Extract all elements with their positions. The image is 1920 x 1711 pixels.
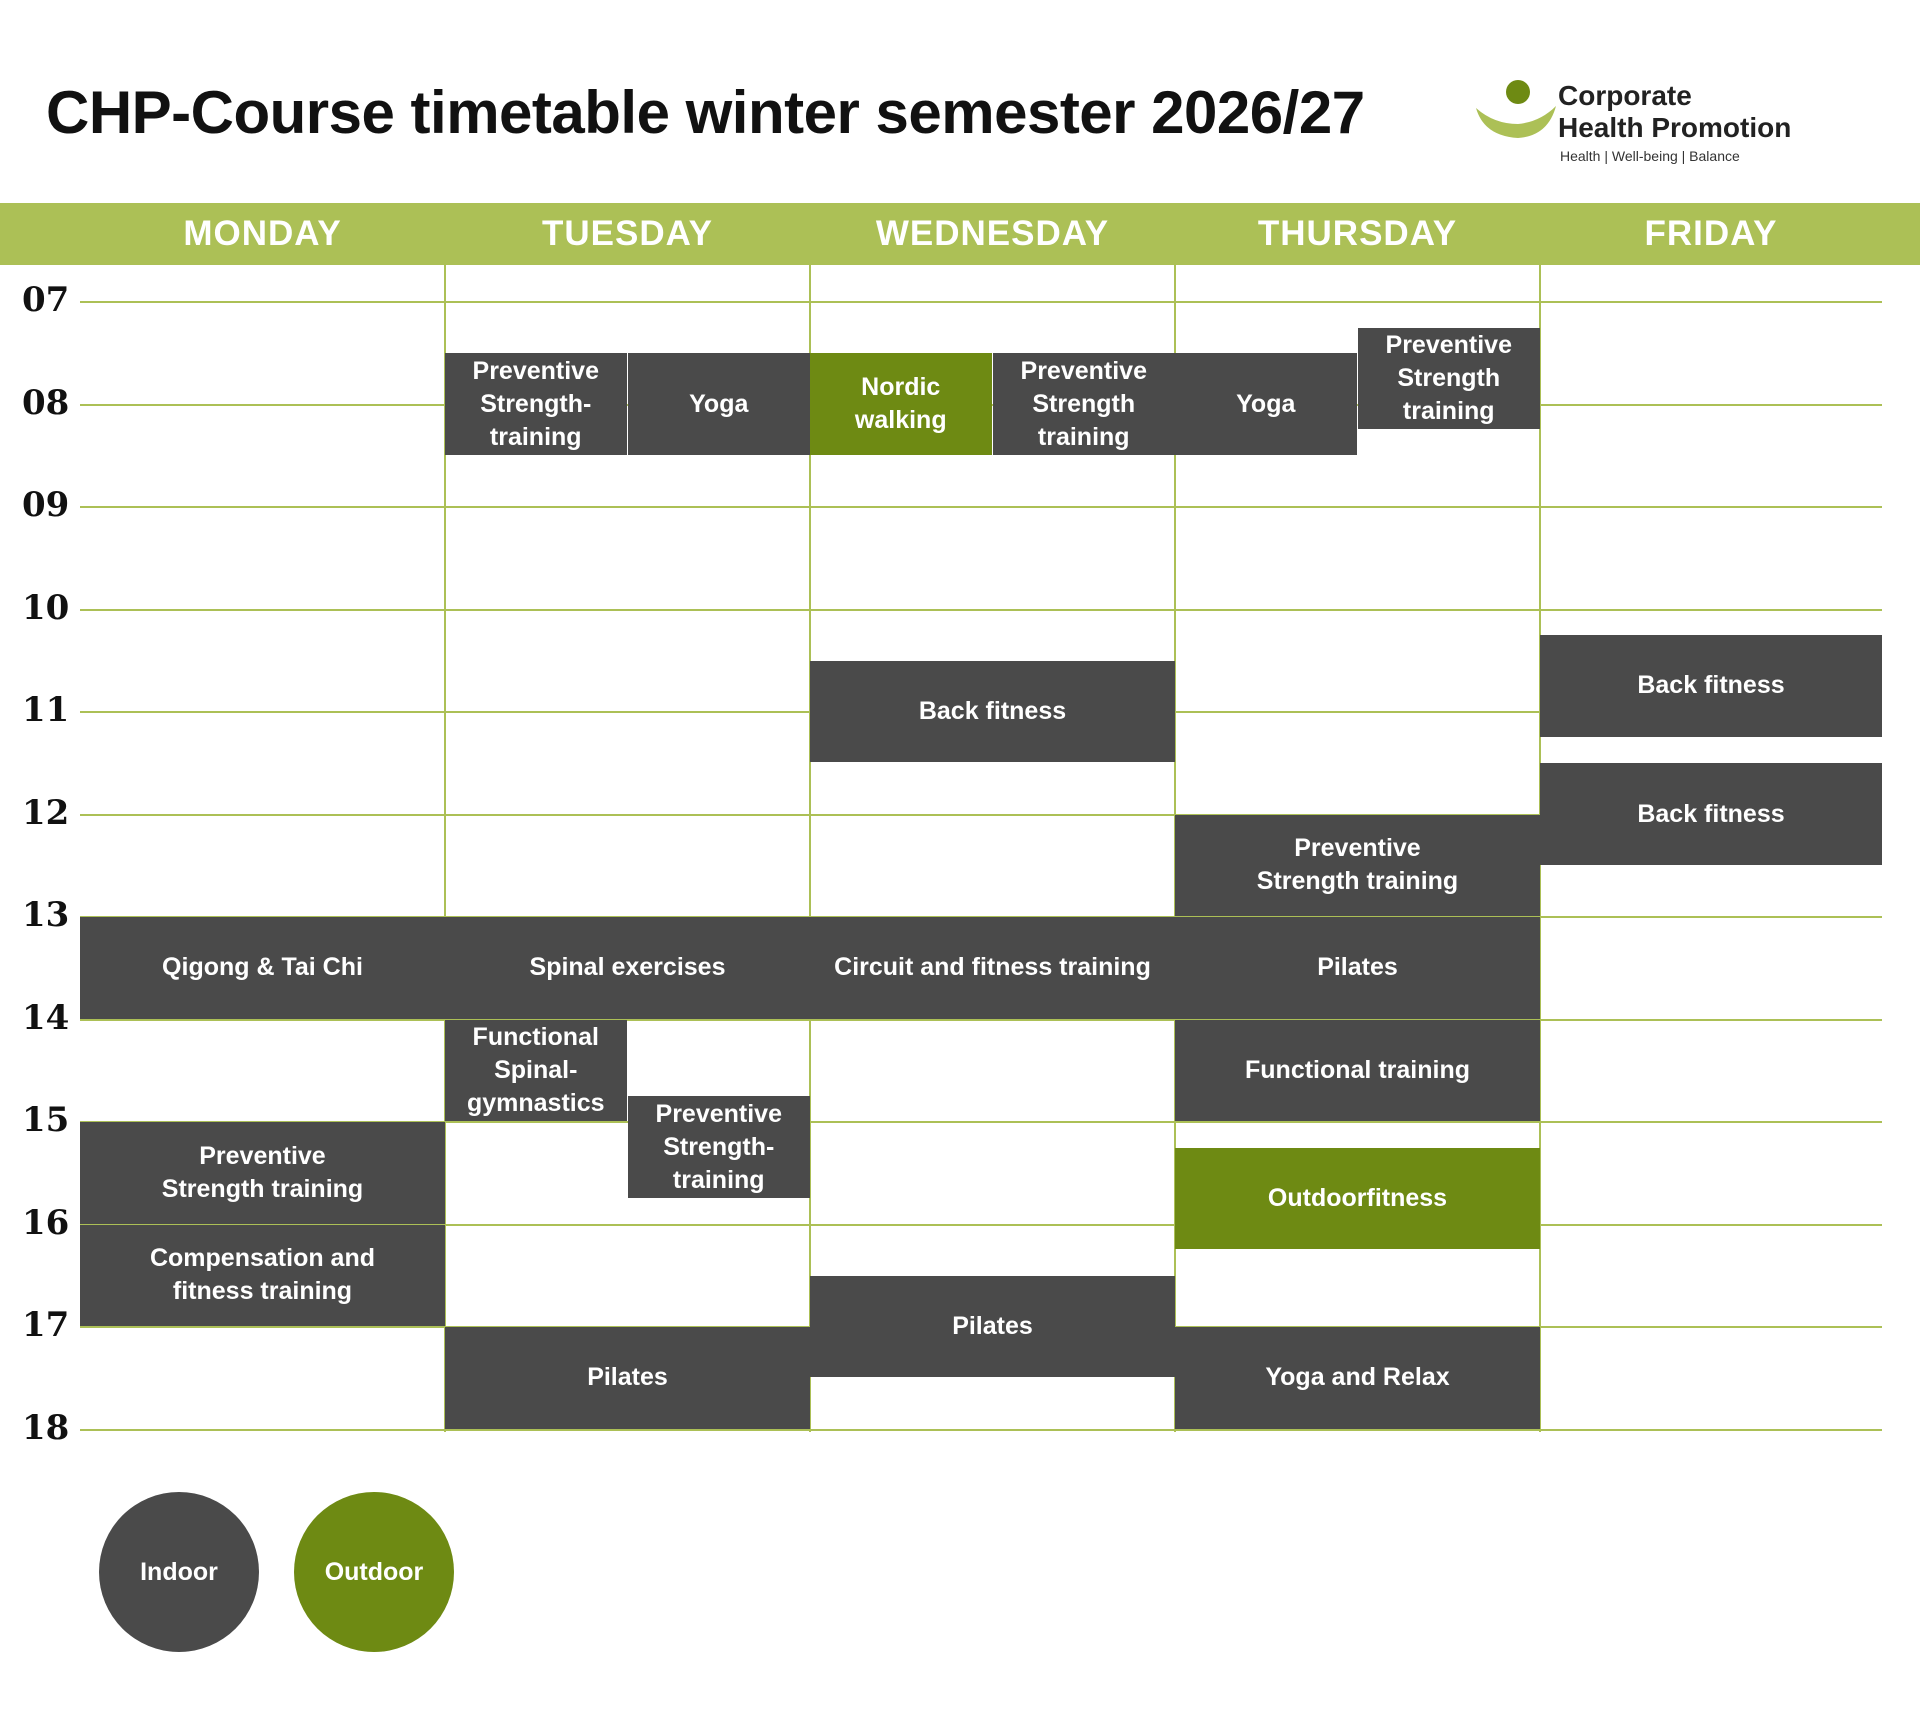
legend-indoor: Indoor	[99, 1492, 259, 1652]
hour-label: 09	[22, 485, 70, 525]
hour-label: 10	[22, 587, 70, 628]
hour-gridline	[80, 301, 1882, 303]
course-block[interactable]: Preventive Strength- training	[445, 353, 627, 455]
course-block[interactable]: Pilates	[810, 1276, 1175, 1378]
course-block[interactable]: Yoga	[1175, 353, 1357, 455]
hour-gridline	[80, 1019, 1882, 1021]
course-block[interactable]: Nordic walking	[810, 353, 992, 455]
logo-line1: Corporate	[1558, 80, 1692, 111]
course-block[interactable]: Yoga and Relax	[1175, 1327, 1540, 1429]
hour-label: 13	[22, 895, 70, 935]
course-block[interactable]: Preventive Strength training	[1175, 815, 1540, 917]
page-title: CHP-Course timetable winter semester 2026/27	[46, 79, 1365, 146]
course-block[interactable]: Preventive Strength training	[80, 1122, 445, 1224]
logo-line2: Health Promotion	[1558, 112, 1792, 143]
hour-gridline	[80, 1429, 1882, 1431]
course-block[interactable]: Preventive Strength training	[993, 353, 1176, 455]
course-block[interactable]: Functional training	[1175, 1020, 1540, 1122]
course-block[interactable]: Preventive Strength- training	[628, 1096, 811, 1198]
course-block[interactable]: Pilates	[1175, 917, 1540, 1019]
legend-outdoor: Outdoor	[294, 1492, 454, 1652]
course-block[interactable]: Spinal exercises	[445, 917, 810, 1019]
day-header-tuesday: TUESDAY	[541, 214, 714, 253]
hour-label: 11	[22, 690, 70, 730]
course-block[interactable]: Back fitness	[810, 661, 1175, 763]
course-block[interactable]: Back fitness	[1540, 763, 1882, 865]
person-bowl-logo-icon	[1474, 78, 1558, 142]
hour-label: 12	[22, 792, 70, 833]
logo	[1474, 78, 1874, 168]
hour-label: 14	[22, 997, 70, 1038]
logo-tagline: Health | Well-being | Balance	[1560, 148, 1740, 164]
course-block[interactable]: Pilates	[445, 1327, 810, 1429]
hour-label: 16	[22, 1202, 70, 1243]
course-block[interactable]: Yoga	[628, 353, 811, 455]
day-header-band	[0, 203, 1920, 265]
hour-label: 07	[22, 280, 70, 320]
day-header-monday: MONDAY	[183, 214, 342, 253]
course-block[interactable]: Back fitness	[1540, 635, 1882, 737]
day-header-friday: FRIDAY	[1644, 214, 1778, 253]
hour-label: 08	[22, 382, 70, 423]
hour-gridline	[80, 609, 1882, 611]
hour-gridline	[80, 506, 1882, 508]
course-block[interactable]: Preventive Strength training	[1358, 328, 1541, 430]
course-block[interactable]: Outdoorfitness	[1175, 1148, 1540, 1250]
course-block[interactable]: Compensation and fitness training	[80, 1225, 445, 1327]
hour-label: 17	[22, 1305, 70, 1345]
course-block[interactable]: Functional Spinal- gymnastics	[445, 1020, 627, 1122]
course-block[interactable]: Circuit and fitness training	[810, 917, 1175, 1019]
day-header-thursday: THURSDAY	[1257, 214, 1458, 253]
day-header-wednesday: WEDNESDAY	[875, 214, 1110, 253]
hour-label: 15	[22, 1100, 70, 1140]
hour-label: 18	[22, 1407, 70, 1448]
course-block[interactable]: Qigong & Tai Chi	[80, 917, 445, 1019]
